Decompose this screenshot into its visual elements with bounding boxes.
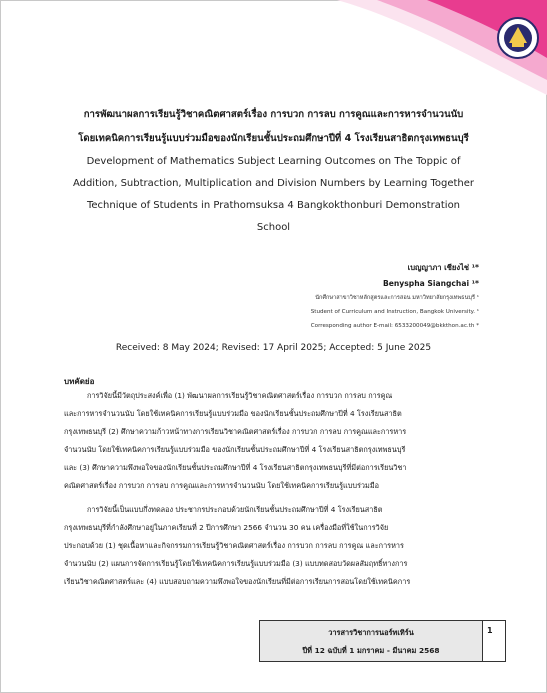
- affiliation-english: Student of Curriculum and Instruction, Bangkok University. ¹: [310, 309, 479, 315]
- university-seal-icon: [496, 16, 540, 60]
- abstract-line: คณิตศาสตร์เรื่อง การบวก การลบ การคูณและการหารจำนวนนับ โดยใช้เทคนิคการเรียนรู้แบบร่วมมือ: [64, 481, 380, 490]
- abstract-line: การวิจัยนี้มีวัตถุประสงค์เพื่อ (1) พัฒนาผลการเรียนรู้วิชาคณิตศาสตร์เรื่อง การบวก การลบ การคูณ: [87, 391, 393, 400]
- title-thai-line-2: โดยเทคนิคการเรียนรู้แบบร่วมมือของนักเรียนชั้นประถมศึกษาปีที่ 4 โรงเรียนสาธิตกรุงเทพธนบุรี: [78, 133, 469, 144]
- journal-issue: ปีที่ 12 ฉบับที่ 1 มกราคม - มีนาคม 2568: [302, 646, 440, 655]
- corresponding-author: Corresponding author E-mail: 6533200049@bkkthon.ac.th *: [310, 323, 479, 329]
- publication-dates: [0, 343, 547, 353]
- abstract-line: และ (3) ศึกษาความพึงพอใจของนักเรียนชั้นประถมศึกษาปีที่ 4 โรงเรียนสาธิตกรุงเทพธนบุรีที่มีต่อการเรียนวิชา: [64, 463, 407, 472]
- abstract-line: และการหารจำนวนนับ โดยใช้เทคนิคการเรียนรู้แบบร่วมมือ ของนักเรียนชั้นประถมศึกษาปีที่ 4 โรงเรียนสาธิต: [64, 409, 402, 418]
- abstract-heading: บทคัดย่อ: [64, 377, 95, 386]
- affiliation-thai: นักศึกษาสาขาวิชาหลักสูตรและการสอน มหาวิทยาลัยกรุงเทพธนบุรี ¹: [315, 295, 479, 301]
- author-thai: เบญญาภา เชียงไช่ ¹*: [407, 263, 479, 272]
- abstract-line: การวิจัยนี้เป็นแบบกึ่งทดลอง ประชากรประกอบด้วยนักเรียนชั้นประถมศึกษาปีที่ 4 โรงเรียนสาธิต: [87, 505, 383, 514]
- abstract-line: ประกอบด้วย (1) ชุดเนื้อหาและกิจกรรมการเรียนรู้วิชาคณิตศาสตร์เรื่อง การบวก การลบ การคูณ และการหาร: [64, 541, 404, 550]
- journal-name: วารสารวิชาการนอร์ทเทิร์น: [328, 628, 414, 637]
- journal-footer: [259, 620, 483, 662]
- page-number: 1: [487, 626, 493, 635]
- accepted-date: 5 June 2025: [377, 343, 432, 353]
- title-english-line-3: Technique of Students in Prathomsuksa 4 Bangkokthonburi Demonstration: [86, 200, 461, 211]
- page-number-box: [481, 620, 506, 662]
- revised-label: Revised:: [221, 343, 260, 353]
- abstract-line: เรียนวิชาคณิตศาสตร์และ (4) แบบสอบถามความพึงพอใจของนักเรียนที่มีต่อการเรียนการสอนโดยใช้เทคนิคการ: [64, 577, 411, 586]
- abstract-line: จำนวนนับ โดยใช้เทคนิคการเรียนรู้แบบร่วมมือ ของนักเรียนชั้นประถมศึกษาปีที่ 4 โรงเรียนสาธิตกรุงเทพธนบุรี: [64, 445, 406, 454]
- title-english-line-2: Addition, Subtraction, Multiplication and Division Numbers by Learning Together: [72, 178, 475, 189]
- title-english-line-4: School: [256, 222, 291, 233]
- abstract-line: กรุงเทพธนบุรีที่กำลังศึกษาอยู่ในภาคเรียนที่ 2 ปีการศึกษา 2566 จำนวน 30 คน เครื่องมือที่ใช้ในการวิจัย: [64, 523, 389, 532]
- received-date: 8 May 2024;: [162, 343, 219, 353]
- revised-date: 17 April 2025;: [262, 343, 327, 353]
- accepted-label: Accepted:: [329, 343, 375, 353]
- title-thai-line-1: การพัฒนาผลการเรียนรู้วิชาคณิตศาสตร์เรื่อง การบวก การลบ การคูณและการหารจำนวนนับ: [83, 109, 464, 120]
- title-english-line-1: Development of Mathematics Subject Learning Outcomes on The Toppic of: [86, 156, 461, 167]
- abstract-line: จำนวนนับ (2) แผนการจัดการเรียนรู้โดยใช้เทคนิคการเรียนรู้แบบร่วมมือ (3) แบบทดสอบวัดผลสัมฤทธิ์ทางการ: [64, 559, 408, 568]
- abstract-line: กรุงเทพธนบุรี (2) ศึกษาความก้าวหน้าทางการเรียนวิชาคณิตศาสตร์เรื่อง การบวก การลบ การคูณและการหาร: [64, 427, 407, 436]
- author-english: Benyspha Siangchai ¹*: [382, 279, 479, 288]
- received-label: Received:: [115, 343, 160, 353]
